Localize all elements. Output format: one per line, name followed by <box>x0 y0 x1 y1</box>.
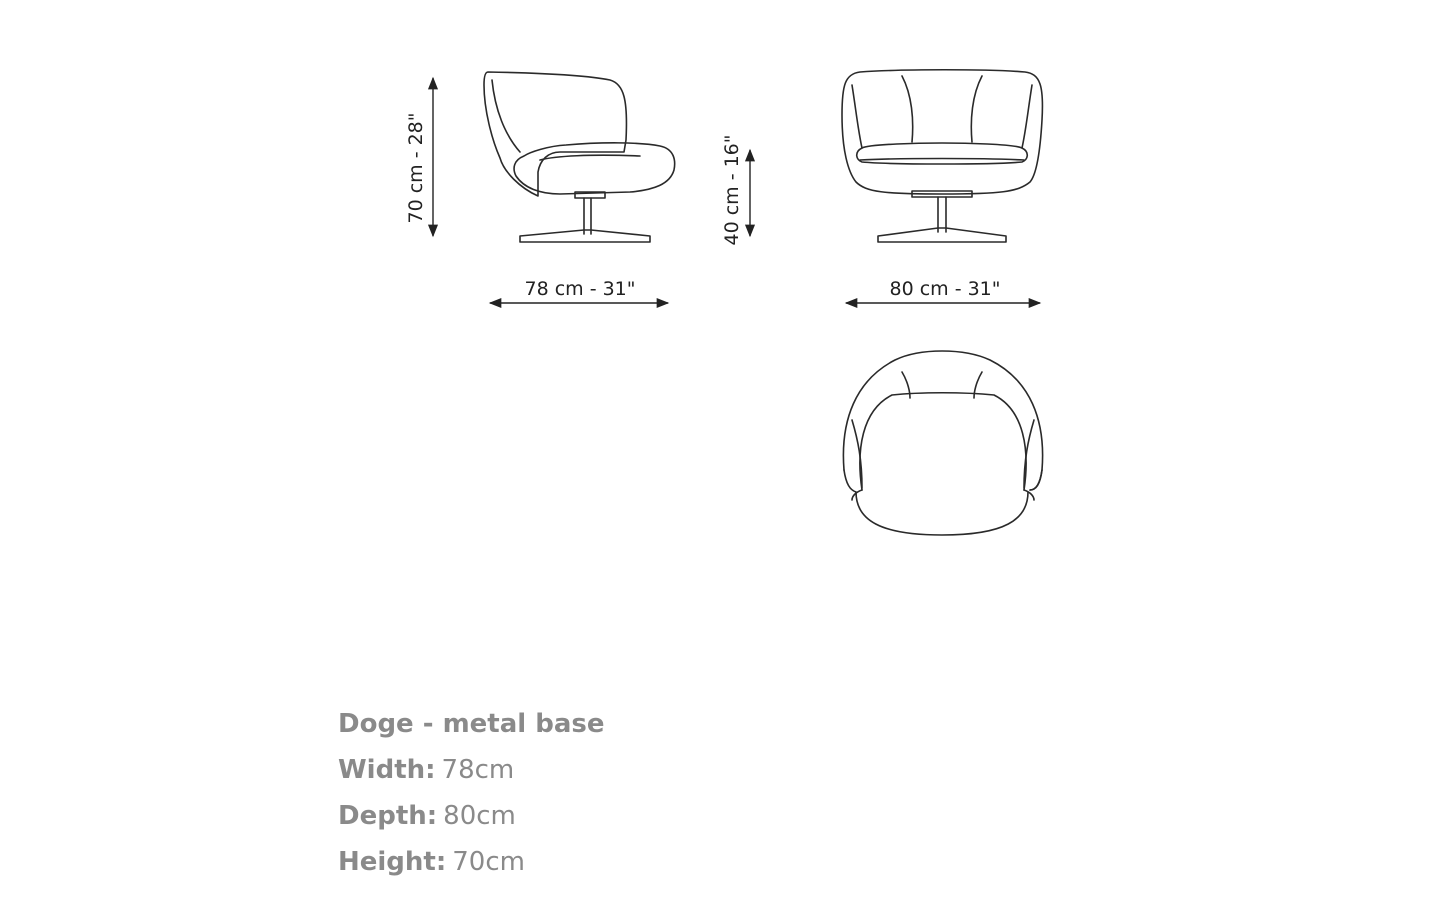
product-specs <box>338 703 605 887</box>
spec-row-height <box>338 841 605 887</box>
spec-value: 80cm <box>443 801 516 831</box>
spec-value: 70cm <box>452 847 525 877</box>
front-view-chair <box>842 70 1042 242</box>
spec-value: 78cm <box>441 755 515 785</box>
spec-label: Depth: <box>338 801 438 831</box>
dimension-label-side-height: 70 cm - 28" <box>405 112 427 224</box>
dimension-label-front-width: 80 cm - 31" <box>889 278 1001 300</box>
spec-row-width <box>338 749 605 795</box>
dimension-label-seat-height: 40 cm - 16" <box>721 134 743 246</box>
side-view-chair <box>484 72 675 242</box>
product-title: Doge - metal base <box>338 709 605 739</box>
top-view-chair <box>843 351 1042 535</box>
dimension-label-side-width: 78 cm - 31" <box>524 278 636 300</box>
spec-row-depth <box>338 795 605 841</box>
spec-label: Width: <box>338 755 436 785</box>
spec-label: Height: <box>338 847 447 877</box>
